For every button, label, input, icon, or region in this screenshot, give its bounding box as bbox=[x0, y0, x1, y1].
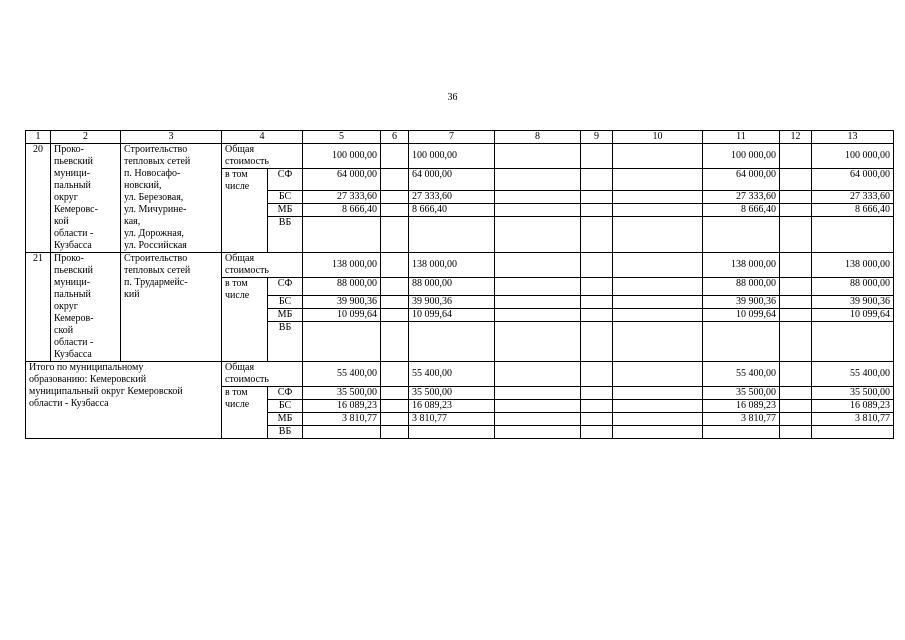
value-cell: 100 000,00 bbox=[409, 144, 495, 169]
empty-cell bbox=[812, 322, 894, 362]
column-header: 4 bbox=[222, 131, 303, 144]
including-label: в том числе bbox=[222, 278, 268, 362]
column-header: 7 bbox=[409, 131, 495, 144]
empty-cell bbox=[495, 296, 581, 309]
empty-cell bbox=[812, 426, 894, 439]
empty-cell bbox=[780, 296, 812, 309]
value-cell: 16 089,23 bbox=[703, 400, 780, 413]
value-cell: 35 500,00 bbox=[409, 387, 495, 400]
empty-cell bbox=[780, 413, 812, 426]
empty-cell bbox=[495, 217, 581, 253]
empty-cell bbox=[581, 309, 613, 322]
empty-cell bbox=[780, 217, 812, 253]
empty-cell bbox=[780, 169, 812, 191]
funding-table bbox=[25, 130, 894, 439]
empty-cell bbox=[613, 309, 703, 322]
municipality-cell: Проко- пьевский муници- пальный округ Кемеров- ской области - Кузбасса bbox=[51, 253, 121, 362]
value-cell: 39 900,36 bbox=[812, 296, 894, 309]
value-cell: 39 900,36 bbox=[703, 296, 780, 309]
empty-cell bbox=[581, 413, 613, 426]
source-label: БС bbox=[268, 400, 303, 413]
empty-cell bbox=[613, 400, 703, 413]
value-cell: 55 400,00 bbox=[812, 362, 894, 387]
value-cell: 64 000,00 bbox=[303, 169, 381, 191]
value-cell: 27 333,60 bbox=[409, 191, 495, 204]
value-cell: 39 900,36 bbox=[409, 296, 495, 309]
value-cell: 64 000,00 bbox=[409, 169, 495, 191]
empty-cell bbox=[409, 322, 495, 362]
column-header: 5 bbox=[303, 131, 381, 144]
empty-cell bbox=[381, 426, 409, 439]
column-header: 11 bbox=[703, 131, 780, 144]
value-cell: 3 810,77 bbox=[303, 413, 381, 426]
empty-cell bbox=[303, 426, 381, 439]
empty-cell bbox=[581, 204, 613, 217]
empty-cell bbox=[581, 387, 613, 400]
empty-cell bbox=[381, 362, 409, 387]
value-cell: 16 089,23 bbox=[812, 400, 894, 413]
value-cell: 27 333,60 bbox=[812, 191, 894, 204]
including-label: в том числе bbox=[222, 387, 268, 439]
source-label: БС bbox=[268, 296, 303, 309]
empty-cell bbox=[381, 217, 409, 253]
table-row bbox=[26, 144, 894, 169]
value-cell: 138 000,00 bbox=[812, 253, 894, 278]
municipality-cell: Проко- пьевский муници- пальный округ Кемеровс- кой области - Кузбасса bbox=[51, 144, 121, 253]
source-label: ВБ bbox=[268, 217, 303, 253]
column-header: 9 bbox=[581, 131, 613, 144]
project-cell: Строительство тепловых сетей п. Новосафо- новский, ул. Березовая, ул. Мичурине- кая, ул. Дорожная, ул. Российская bbox=[121, 144, 222, 253]
value-cell: 35 500,00 bbox=[703, 387, 780, 400]
value-cell: 55 400,00 bbox=[409, 362, 495, 387]
value-cell: 100 000,00 bbox=[703, 144, 780, 169]
value-cell: 8 666,40 bbox=[409, 204, 495, 217]
source-label: МБ bbox=[268, 309, 303, 322]
value-cell: 3 810,77 bbox=[703, 413, 780, 426]
project-cell: Строительство тепловых сетей п. Трудармейс- кий bbox=[121, 253, 222, 362]
source-label: БС bbox=[268, 191, 303, 204]
empty-cell bbox=[381, 169, 409, 191]
value-cell: 35 500,00 bbox=[303, 387, 381, 400]
source-label: МБ bbox=[268, 204, 303, 217]
empty-cell bbox=[812, 217, 894, 253]
empty-cell bbox=[581, 169, 613, 191]
source-label: МБ bbox=[268, 413, 303, 426]
empty-cell bbox=[780, 144, 812, 169]
value-cell: 10 099,64 bbox=[703, 309, 780, 322]
empty-cell bbox=[495, 387, 581, 400]
empty-cell bbox=[780, 204, 812, 217]
empty-cell bbox=[780, 278, 812, 296]
empty-cell bbox=[381, 296, 409, 309]
value-cell: 3 810,77 bbox=[409, 413, 495, 426]
value-cell: 27 333,60 bbox=[303, 191, 381, 204]
empty-cell bbox=[303, 322, 381, 362]
empty-cell bbox=[581, 296, 613, 309]
empty-cell bbox=[495, 309, 581, 322]
empty-cell bbox=[703, 322, 780, 362]
empty-cell bbox=[581, 278, 613, 296]
empty-cell bbox=[495, 204, 581, 217]
column-header: 6 bbox=[381, 131, 409, 144]
empty-cell bbox=[381, 278, 409, 296]
value-cell: 27 333,60 bbox=[703, 191, 780, 204]
value-cell: 8 666,40 bbox=[703, 204, 780, 217]
empty-cell bbox=[581, 322, 613, 362]
column-header: 2 bbox=[51, 131, 121, 144]
empty-cell bbox=[381, 309, 409, 322]
empty-cell bbox=[613, 204, 703, 217]
total-cost-label: Общая стоимость bbox=[222, 362, 303, 387]
row-number: 20 bbox=[26, 144, 51, 253]
empty-cell bbox=[495, 413, 581, 426]
empty-cell bbox=[495, 253, 581, 278]
value-cell: 88 000,00 bbox=[303, 278, 381, 296]
empty-cell bbox=[780, 426, 812, 439]
empty-cell bbox=[495, 144, 581, 169]
column-header: 8 bbox=[495, 131, 581, 144]
value-cell: 64 000,00 bbox=[703, 169, 780, 191]
value-cell: 100 000,00 bbox=[812, 144, 894, 169]
value-cell: 39 900,36 bbox=[303, 296, 381, 309]
empty-cell bbox=[703, 217, 780, 253]
empty-cell bbox=[495, 322, 581, 362]
empty-cell bbox=[780, 322, 812, 362]
empty-cell bbox=[581, 253, 613, 278]
empty-cell bbox=[780, 191, 812, 204]
empty-cell bbox=[381, 253, 409, 278]
empty-cell bbox=[613, 322, 703, 362]
value-cell: 88 000,00 bbox=[812, 278, 894, 296]
empty-cell bbox=[495, 362, 581, 387]
empty-cell bbox=[780, 362, 812, 387]
total-cost-label: Общая стоимость bbox=[222, 253, 303, 278]
empty-cell bbox=[581, 144, 613, 169]
table-row bbox=[26, 253, 894, 278]
column-header: 12 bbox=[780, 131, 812, 144]
value-cell: 138 000,00 bbox=[409, 253, 495, 278]
empty-cell bbox=[581, 362, 613, 387]
source-label: СФ bbox=[268, 169, 303, 191]
value-cell: 138 000,00 bbox=[703, 253, 780, 278]
empty-cell bbox=[495, 400, 581, 413]
row-number: 21 bbox=[26, 253, 51, 362]
column-header: 1 bbox=[26, 131, 51, 144]
summary-row bbox=[26, 362, 894, 387]
value-cell: 10 099,64 bbox=[303, 309, 381, 322]
empty-cell bbox=[780, 253, 812, 278]
empty-cell bbox=[409, 217, 495, 253]
empty-cell bbox=[780, 400, 812, 413]
empty-cell bbox=[613, 217, 703, 253]
empty-cell bbox=[613, 413, 703, 426]
empty-cell bbox=[303, 217, 381, 253]
empty-cell bbox=[780, 387, 812, 400]
column-header-row bbox=[26, 131, 894, 144]
empty-cell bbox=[613, 253, 703, 278]
source-label: ВБ bbox=[268, 322, 303, 362]
value-cell: 55 400,00 bbox=[703, 362, 780, 387]
total-cost-label: Общая стоимость bbox=[222, 144, 303, 169]
empty-cell bbox=[495, 278, 581, 296]
empty-cell bbox=[613, 387, 703, 400]
empty-cell bbox=[613, 144, 703, 169]
value-cell: 10 099,64 bbox=[409, 309, 495, 322]
source-label: ВБ bbox=[268, 426, 303, 439]
value-cell: 35 500,00 bbox=[812, 387, 894, 400]
value-cell: 88 000,00 bbox=[703, 278, 780, 296]
empty-cell bbox=[381, 387, 409, 400]
value-cell: 138 000,00 bbox=[303, 253, 381, 278]
empty-cell bbox=[381, 400, 409, 413]
empty-cell bbox=[581, 191, 613, 204]
empty-cell bbox=[495, 426, 581, 439]
value-cell: 10 099,64 bbox=[812, 309, 894, 322]
empty-cell bbox=[613, 191, 703, 204]
empty-cell bbox=[613, 278, 703, 296]
value-cell: 16 089,23 bbox=[409, 400, 495, 413]
value-cell: 3 810,77 bbox=[812, 413, 894, 426]
value-cell: 16 089,23 bbox=[303, 400, 381, 413]
source-label: СФ bbox=[268, 278, 303, 296]
empty-cell bbox=[581, 426, 613, 439]
empty-cell bbox=[381, 204, 409, 217]
value-cell: 8 666,40 bbox=[812, 204, 894, 217]
empty-cell bbox=[381, 191, 409, 204]
empty-cell bbox=[495, 191, 581, 204]
source-label: СФ bbox=[268, 387, 303, 400]
empty-cell bbox=[409, 426, 495, 439]
value-cell: 8 666,40 bbox=[303, 204, 381, 217]
empty-cell bbox=[703, 426, 780, 439]
column-header: 3 bbox=[121, 131, 222, 144]
empty-cell bbox=[613, 296, 703, 309]
empty-cell bbox=[581, 400, 613, 413]
value-cell: 55 400,00 bbox=[303, 362, 381, 387]
value-cell: 64 000,00 bbox=[812, 169, 894, 191]
value-cell: 100 000,00 bbox=[303, 144, 381, 169]
page-number: 36 bbox=[447, 92, 458, 103]
empty-cell bbox=[581, 217, 613, 253]
column-header: 10 bbox=[613, 131, 703, 144]
empty-cell bbox=[780, 309, 812, 322]
empty-cell bbox=[613, 426, 703, 439]
column-header: 13 bbox=[812, 131, 894, 144]
empty-cell bbox=[381, 144, 409, 169]
empty-cell bbox=[381, 322, 409, 362]
summary-label: Итого по муниципальному образованию: Кемеровский муниципальный округ Кемеровской области - Кузбасса bbox=[26, 362, 222, 439]
empty-cell bbox=[613, 169, 703, 191]
empty-cell bbox=[613, 362, 703, 387]
value-cell: 88 000,00 bbox=[409, 278, 495, 296]
including-label: в том числе bbox=[222, 169, 268, 253]
empty-cell bbox=[381, 413, 409, 426]
empty-cell bbox=[495, 169, 581, 191]
